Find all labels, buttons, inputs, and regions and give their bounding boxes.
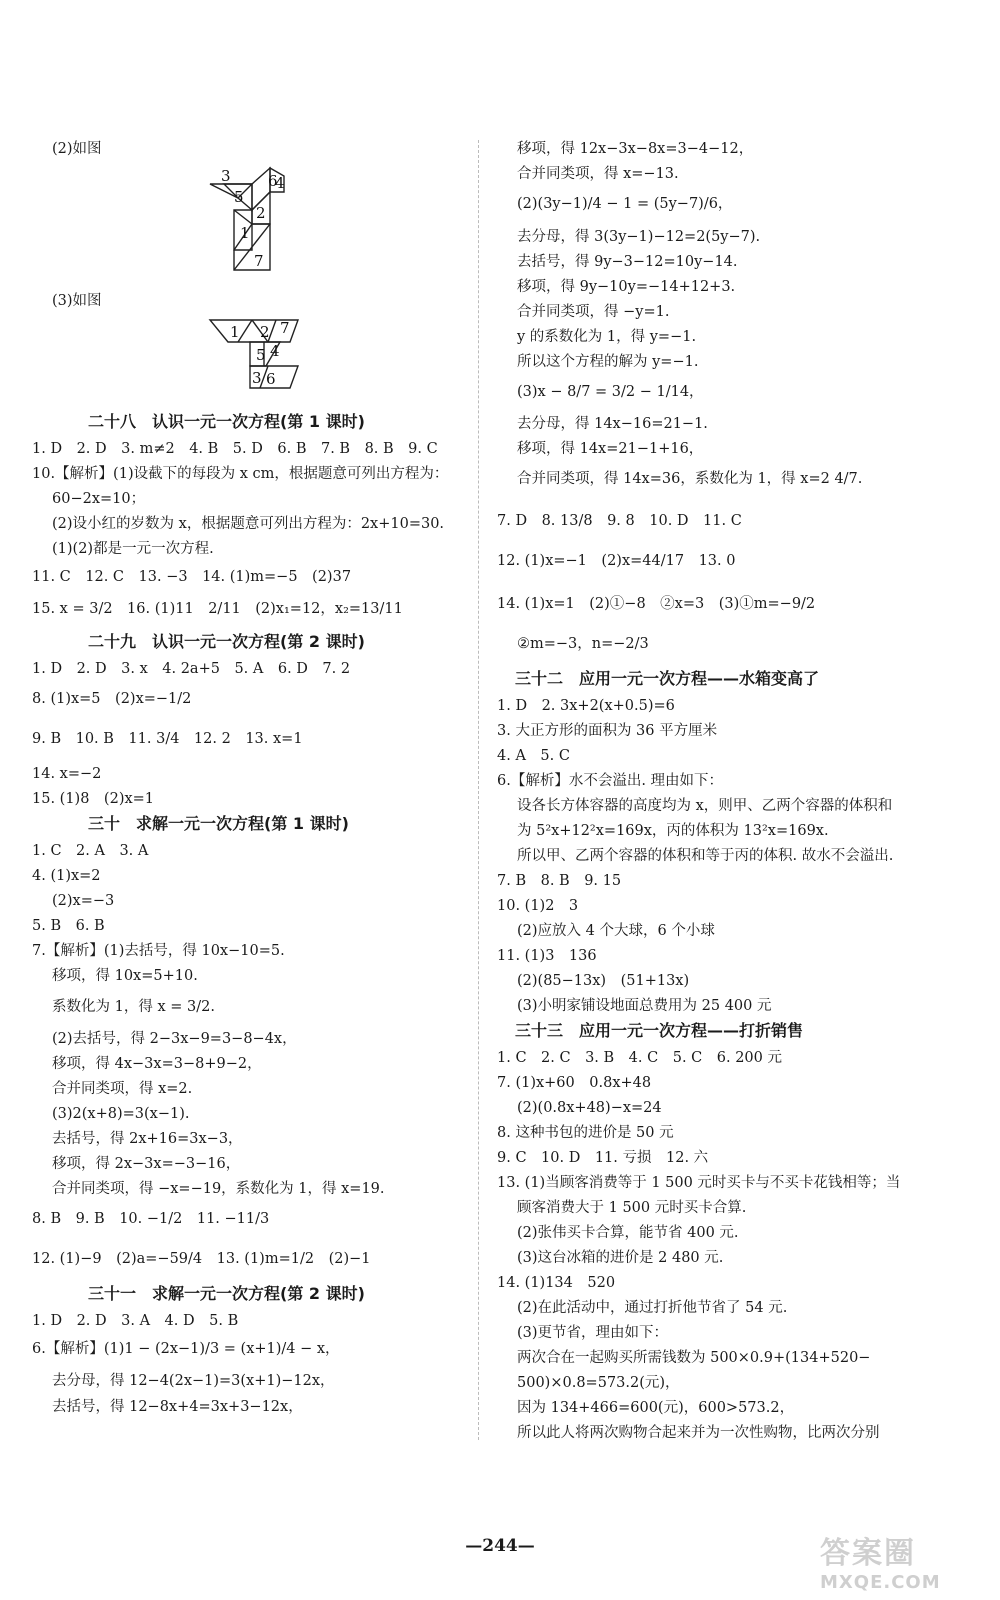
answer-line: 6.【解析】(1)1 − (2x−1)/3 = (x+1)/4 − x， [32, 1341, 340, 1357]
answer-line: 14. (1)134 520 [497, 1275, 616, 1291]
fig3-digit-1: 1 [230, 323, 240, 341]
answer-line: 所以此人将两次购物合起来并为一次性购物，比两次分别 [517, 1425, 880, 1441]
answer-line: 9. C 10. D 11. 亏损 12. 六 [497, 1150, 709, 1166]
fig2-digit-2: 2 [256, 204, 266, 222]
answer-line: 两次合在一起购买所需钱数为 500×0.9+(134+520− [517, 1350, 871, 1366]
answer-line: 去分母，得 14x−16=21−1. [517, 416, 708, 432]
watermark-logo: 答案圈 [820, 1536, 916, 1571]
answer-line: 去分母，得 12−4(2x−1)=3(x+1)−12x， [52, 1373, 335, 1389]
answer-line: 合并同类项，得 −y=1. [517, 304, 670, 320]
answer-line: (3)这台冰箱的进价是 2 480 元. [517, 1250, 724, 1266]
answer-line: 去括号，得 12−8x+4=3x+3−12x， [52, 1399, 303, 1415]
answer-line: (3)2(x+8)=3(x−1). [52, 1106, 190, 1122]
answer-line: 4. A 5. C [497, 748, 570, 764]
answer-line: 移项，得 9y−10y=−14+12+3. [517, 279, 736, 295]
answer-line: 5. B 6. B [32, 918, 105, 934]
answer-line: 系数化为 1，得 x = 3/2. [52, 999, 215, 1015]
answer-line: 14. x=−2 [32, 766, 102, 782]
answer-line: (2)x=−3 [52, 893, 115, 909]
page-number: —244— [465, 1536, 535, 1556]
answer-line: (2)在此活动中，通过打折他节省了 54 元. [517, 1300, 788, 1316]
answer-line: 移项，得 4x−3x=3−8+9−2， [52, 1056, 262, 1072]
section-heading-28: 二十八 认识一元一次方程(第 1 课时) [88, 412, 365, 431]
watermark-domain: MXQE.COM [820, 1572, 941, 1593]
tangram-figure-2 [204, 162, 304, 274]
fig3-digit-2: 2 [260, 323, 270, 341]
fig2-digit-3: 3 [221, 167, 231, 185]
answer-line: (3)x − 8/7 = 3/2 − 1/14， [517, 384, 704, 400]
fig3-digit-7: 7 [280, 319, 290, 337]
answer-line: (2)(3y−1)/4 − 1 = (5y−7)/6， [517, 196, 733, 212]
answer-line: 3. 大正方形的面积为 36 平方厘米 [497, 723, 718, 739]
answer-line: 13. (1)当顾客消费等于 1 500 元时买卡与不买卡花钱相等；当 [497, 1175, 901, 1191]
answer-line: 所以甲、乙两个容器的体积和等于丙的体积. 故水不会溢出. [517, 848, 894, 864]
column-divider [478, 140, 479, 1440]
answer-line: (2)(0.8x+48)−x=24 [517, 1100, 662, 1116]
answer-line: 8. 这种书包的进价是 50 元 [497, 1125, 674, 1141]
fig3-digit-6: 6 [266, 370, 276, 388]
answer-line: (2)应放入 4 个大球，6 个小球 [517, 923, 715, 939]
fig3-digit-5: 5 [256, 346, 266, 364]
answer-line: 设各长方体容器的高度均为 x，则甲、乙两个容器的体积和 [517, 798, 893, 814]
figure-3-label: (3)如图 [52, 293, 102, 309]
answer-line: 去分母，得 3(3y−1)−12=2(5y−7). [517, 229, 761, 245]
answer-line: 移项，得 14x=21−1+16， [517, 441, 704, 457]
fig2-digit-7: 7 [254, 252, 264, 270]
section-heading-33: 三十三 应用一元一次方程——打折销售 [515, 1021, 804, 1040]
answer-line: ②m=−3，n=−2/3 [517, 636, 649, 652]
answer-line: 14. (1)x=1 (2)①−8 ②x=3 (3)①m=−9/2 [497, 596, 816, 612]
section-heading-30: 三十 求解一元一次方程(第 1 课时) [88, 814, 349, 833]
tangram-figure-3 [208, 316, 328, 394]
answer-line: 所以这个方程的解为 y=−1. [517, 354, 699, 370]
fig2-digit-1: 1 [240, 224, 250, 242]
answer-line: 合并同类项，得 −x=−19，系数化为 1，得 x=19. [52, 1181, 385, 1197]
answer-line: 去括号，得 9y−3−12=10y−14. [517, 254, 738, 270]
answer-line: 6.【解析】水不会溢出. 理由如下： [497, 773, 724, 789]
fig2-digit-5: 5 [234, 188, 244, 206]
answer-line: 15. (1)8 (2)x=1 [32, 791, 155, 807]
answer-line: 1. D 2. D 3. A 4. D 5. B [32, 1313, 239, 1329]
answer-line: (3)小明家铺设地面总费用为 25 400 元 [517, 998, 772, 1014]
answer-line: 去括号，得 2x+16=3x−3， [52, 1131, 243, 1147]
answer-line: 60−2x=10； [52, 491, 146, 507]
answer-line: 10. (1)2 3 [497, 898, 579, 914]
answer-line: 合并同类项，得 x=−13. [517, 166, 679, 182]
answer-line: 7. (1)x+60 0.8x+48 [497, 1075, 652, 1091]
answer-line: (2)张伟买卡合算，能节省 400 元. [517, 1225, 739, 1241]
figure-2-label: (2)如图 [52, 141, 102, 157]
answer-line: (2)(85−13x) (51+13x) [517, 973, 690, 989]
answer-line: 11. (1)3 136 [497, 948, 597, 964]
answer-line: 1. D 2. 3x+2(x+0.5)=6 [497, 698, 675, 714]
answer-line: 1. D 2. D 3. x 4. 2a+5 5. A 6. D 7. 2 [32, 661, 351, 677]
answer-line: 9. B 10. B 11. 3/4 12. 2 13. x=1 [32, 731, 303, 747]
answer-line: (3)更节省，理由如下： [517, 1325, 669, 1341]
answer-line: (1)(2)都是一元一次方程. [52, 541, 214, 557]
section-heading-29: 二十九 认识一元一次方程(第 2 课时) [88, 632, 365, 651]
fig2-digit-6: 6 [268, 172, 278, 190]
answer-line: 4. (1)x=2 [32, 868, 101, 884]
answer-line: 1. C 2. C 3. B 4. C 5. C 6. 200 元 [497, 1050, 782, 1066]
answer-line: (2)去括号，得 2−3x−9=3−8−4x， [52, 1031, 297, 1047]
answer-line: 移项，得 2x−3x=−3−16， [52, 1156, 241, 1172]
answer-line: 因为 134+466=600(元)，600>573.2， [517, 1400, 795, 1416]
fig3-digit-4: 4 [270, 342, 280, 360]
section-heading-32: 三十二 应用一元一次方程——水箱变高了 [515, 669, 820, 688]
watermark [820, 1528, 941, 1593]
fig2-digit-4: 4 [275, 174, 285, 192]
answer-line: 顾客消费大于 1 500 元时买卡合算. [517, 1200, 747, 1216]
answer-line: 1. C 2. A 3. A [32, 843, 149, 859]
answer-line: y 的系数化为 1，得 y=−1. [517, 329, 697, 345]
answer-line: 11. C 12. C 13. −3 14. (1)m=−5 (2)37 [32, 569, 352, 585]
answer-line: 8. B 9. B 10. −1/2 11. −11/3 [32, 1211, 270, 1227]
answer-line: 10.【解析】(1)设截下的每段为 x cm，根据题意可列出方程为： [32, 466, 449, 482]
answer-line: 7. D 8. 13/8 9. 8 10. D 11. C [497, 513, 742, 529]
answer-line: 移项，得 12x−3x−8x=3−4−12， [517, 141, 754, 157]
answer-line: 移项，得 10x=5+10. [52, 968, 198, 984]
answer-line: 7. B 8. B 9. 15 [497, 873, 622, 889]
fig3-digit-3: 3 [252, 369, 262, 387]
answer-line: 合并同类项，得 x=2. [52, 1081, 193, 1097]
answer-line: 12. (1)x=−1 (2)x=44/17 13. 0 [497, 553, 736, 569]
answer-line: 为 5²x+12²x=169x，丙的体积为 13²x=169x. [517, 823, 829, 839]
answer-line: 1. D 2. D 3. m≠2 4. B 5. D 6. B 7. B 8. B 9. C [32, 441, 438, 457]
section-heading-31: 三十一 求解一元一次方程(第 2 课时) [88, 1284, 365, 1303]
answer-line: 15. x = 3/2 16. (1)11 2/11 (2)x₁=12，x₂=13/11 [32, 601, 403, 617]
answer-line: 合并同类项，得 14x=36，系数化为 1，得 x=2 4/7. [517, 471, 863, 487]
answer-line: (2)设小红的岁数为 x，根据题意可列出方程为：2x+10=30. [52, 516, 445, 532]
answer-line: 12. (1)−9 (2)a=−59/4 13. (1)m=1/2 (2)−1 [32, 1251, 371, 1267]
answer-line: 8. (1)x=5 (2)x=−1/2 [32, 691, 192, 707]
answer-line: 7.【解析】(1)去括号，得 10x−10=5. [32, 943, 285, 959]
answer-line: 500)×0.8=573.2(元)， [517, 1375, 680, 1391]
